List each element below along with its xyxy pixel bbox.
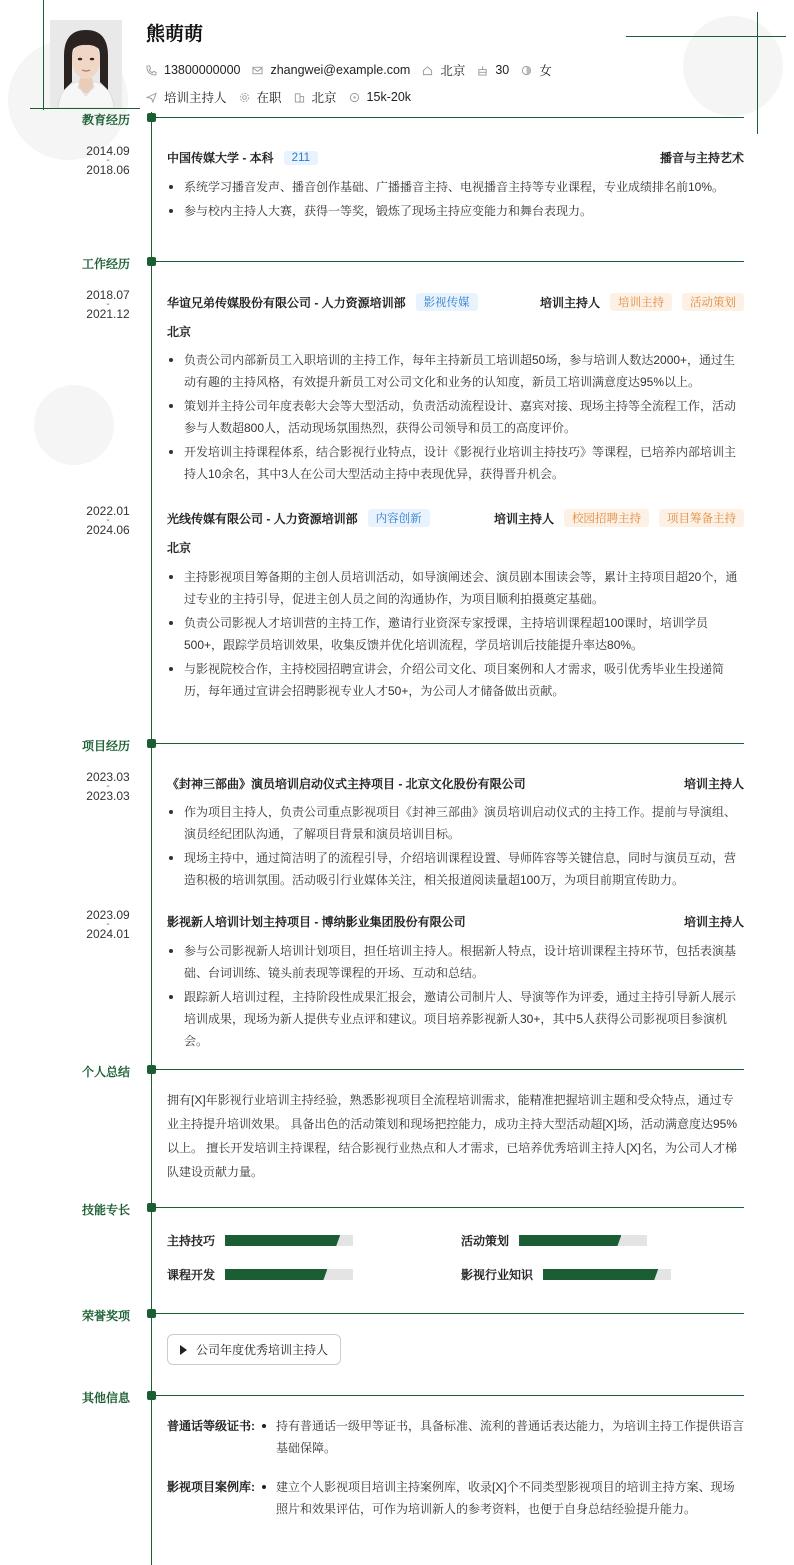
section-dot xyxy=(147,739,156,748)
gender-icon xyxy=(521,65,532,76)
summary-text: 拥有[X]年影视行业培训主持经验，熟悉影视项目全流程培训需求，能精准把握培训主题和受众特点，通过专业主持提升培训效果。 具备出色的活动策划和现场把控能力，成功主持大型活动超[X]场，活动满意度达95%以上。 擅长开发培训主持课程，结合影视行业热点和人才需求，已培养优秀培训主持人[X]名，为公司人才梯队建设贡献力量。 xyxy=(167,1093,738,1179)
building-icon xyxy=(294,92,305,103)
other-info-item xyxy=(167,1476,744,1520)
section-dot xyxy=(147,1065,156,1074)
email-icon xyxy=(252,65,263,76)
skill-name: 课程开发 xyxy=(167,1268,216,1282)
section-divider xyxy=(156,1313,744,1314)
award-name: 公司年度优秀培训主持人 xyxy=(196,1343,329,1357)
other-info-key: 影视项目案例库: xyxy=(167,1480,255,1494)
list-item: 开发培训主持课程体系，结合影视行业特点，设计《影视行业培训主持技巧》等课程，已培养内部培训主持人10余名，其中3人在公司大型活动主持中表现优异，获得晋升机会。 xyxy=(167,441,744,485)
section-title-other: 其他信息 xyxy=(82,1391,131,1405)
skill-bar xyxy=(225,1235,353,1246)
work-city: 北京 xyxy=(167,541,192,555)
list-item: 参与校内主持人大赛，获得一等奖，锻炼了现场主持应变能力和舞台表现力。 xyxy=(167,200,744,222)
gender-text: 女 xyxy=(539,64,552,78)
list-item: 主持影视项目筹备期的主创人员培训活动，如导演阐述会、演员剧本围读会等，累计主持项目超20个，通过专业的主持引导，促进主创人员之间的沟通协作，为项目顺利拍摄奠定基础。 xyxy=(167,566,744,610)
section-dot xyxy=(147,1391,156,1400)
project-entry-header xyxy=(167,775,744,792)
work-city: 北京 xyxy=(167,325,192,339)
salary-text: 15k-20k xyxy=(366,90,412,104)
project-title: 《封神三部曲》演员培训启动仪式主持项目 - 北京文化股份有限公司 xyxy=(167,777,526,791)
job-role: 培训主持人 xyxy=(493,511,554,526)
decor-circle xyxy=(683,16,783,116)
entry-date: 2022.01 - 2024.06 xyxy=(86,504,130,537)
decor-line xyxy=(30,108,140,109)
section-title-education: 教育经历 xyxy=(82,113,131,127)
section-title-skills: 技能专长 xyxy=(82,1203,131,1217)
education-bullets xyxy=(167,176,744,224)
role-tag: 校园招聘主持 xyxy=(564,509,649,527)
timeline-axis xyxy=(151,112,152,1565)
contact-row xyxy=(146,61,564,79)
role-tag: 项目筹备主持 xyxy=(659,509,744,527)
work-entry-header xyxy=(167,509,744,527)
skill-bar-fill xyxy=(543,1269,658,1280)
list-item: 作为项目主持人，负责公司重点影视项目《封神三部曲》演员培训启动仪式的主持工作。提前与导演组、演员经纪团队沟通，了解项目背景和演员培训目标。 xyxy=(167,801,744,845)
entry-date: 2018.07 - 2021.12 xyxy=(86,288,130,321)
education-entry-header xyxy=(167,149,744,166)
decor-line xyxy=(757,12,758,134)
intent-row xyxy=(146,88,423,106)
age-text: 30 xyxy=(495,63,510,77)
phone-text: 13800000000 xyxy=(164,63,241,77)
section-dot xyxy=(147,257,156,266)
role-tag: 培训主持 xyxy=(610,293,672,311)
list-item: 负责公司内部新员工入职培训的主持工作，每年主持新员工培训超50场，参与培训人数达2000+，通过生动有趣的主持风格，有效提升新员工对公司文化和业务的认知度，新员工培训满意度达95%以上。 xyxy=(167,349,744,393)
status-text: 在职 xyxy=(256,91,282,105)
other-info-value: 建立个人影视项目培训主持案例库，收录[X]个不同类型影视项目的培训主持方案、现场照片和效果评估，可作为培训新人的参考资料，也便于自身总结经验提升能力。 xyxy=(259,1476,744,1520)
decor-circle xyxy=(34,385,114,465)
project-bullets xyxy=(167,940,744,1054)
work-entry-header xyxy=(167,293,744,311)
skill-item xyxy=(461,1232,647,1249)
play-icon xyxy=(180,1345,187,1355)
skill-item xyxy=(461,1266,671,1283)
section-dot xyxy=(147,113,156,122)
entry-date: 2023.09 - 2024.01 xyxy=(86,908,130,941)
section-divider xyxy=(156,1069,744,1070)
location-text: 北京 xyxy=(440,64,466,78)
decor-line xyxy=(43,0,44,110)
section-divider xyxy=(156,261,744,262)
job-role: 培训主持人 xyxy=(539,295,600,310)
school-tag: 211 xyxy=(284,151,318,165)
major: 播音与主持艺术 xyxy=(659,151,744,165)
home-icon xyxy=(422,65,433,76)
section-title-summary: 个人总结 xyxy=(82,1065,131,1079)
skill-bar xyxy=(519,1235,647,1246)
phone-icon xyxy=(146,65,157,76)
list-item: 系统学习播音发声、播音创作基础、广播播音主持、电视播音主持等专业课程，专业成绩排名前10%。 xyxy=(167,176,744,198)
list-item: 负责公司影视人才培训营的主持工作，邀请行业资深专家授课，主持培训课程超100课时，培训学员500+，跟踪学员培训效果，收集反馈并优化培训流程，学员培训后技能提升率达80%。 xyxy=(167,612,744,656)
skill-bar xyxy=(225,1269,353,1280)
section-title-project: 项目经历 xyxy=(82,739,131,753)
project-role: 培训主持人 xyxy=(683,915,744,929)
skill-bar-fill xyxy=(225,1269,327,1280)
list-item: 跟踪新人培训过程，主持阶段性成果汇报会，邀请公司制片人、导演等作为评委，通过主持引导新人展示培训成果，现场为新人提供专业点评和建议。项目培养影视新人30+，其中5人获得公司影视项目参演机会。 xyxy=(167,986,744,1052)
project-entry-header xyxy=(167,913,744,930)
skill-name: 主持技巧 xyxy=(167,1234,216,1248)
section-divider xyxy=(156,743,744,744)
target-city-text: 北京 xyxy=(311,91,337,105)
skill-bar-fill xyxy=(519,1235,621,1246)
list-item: 现场主持中，通过简洁明了的流程引导，介绍培训课程设置、导师阵容等关键信息，同时与演员互动，营造积极的培训氛围。活动吸引行业媒体关注，相关报道阅读量超100万，为项目前期宣传助力。 xyxy=(167,847,744,891)
list-item: 策划并主持公司年度表彰大会等大型活动，负责活动流程设计、嘉宾对接、现场主持等全流程工作，活动参与人数超800人，活动现场氛围热烈，获得公司领导和员工的高度评价。 xyxy=(167,395,744,439)
send-icon xyxy=(146,92,157,103)
list-item: 参与公司影视新人培训计划项目，担任培训主持人。根据新人特点，设计培训课程主持环节，包括表演基础、台词训练、镜头前表现等课程的开场、互动和总结。 xyxy=(167,940,744,984)
role-tag: 活动策划 xyxy=(682,293,744,311)
work-bullets xyxy=(167,349,744,487)
entry-date: 2023.03 - 2023.03 xyxy=(86,770,130,803)
award-item xyxy=(167,1334,341,1365)
company-name: 光线传媒有限公司 - 人力资源培训部 xyxy=(167,511,358,526)
section-dot xyxy=(147,1309,156,1318)
project-role: 培训主持人 xyxy=(683,777,744,791)
other-info-key: 普通话等级证书: xyxy=(167,1419,255,1433)
other-info-item xyxy=(167,1415,744,1459)
skill-name: 影视行业知识 xyxy=(461,1268,534,1282)
skill-item xyxy=(167,1232,353,1249)
section-title-work: 工作经历 xyxy=(82,257,131,271)
section-dot xyxy=(147,1203,156,1212)
section-title-awards: 荣誉奖项 xyxy=(82,1309,131,1323)
skill-bar xyxy=(543,1269,671,1280)
job-target-text: 培训主持人 xyxy=(164,91,227,105)
industry-tag: 内容创新 xyxy=(368,509,430,527)
section-divider xyxy=(156,1207,744,1208)
other-info-value: 持有普通话一级甲等证书，具备标准、流利的普通话表达能力，为培训主持工作提供语言基础保障。 xyxy=(259,1415,744,1459)
section-divider xyxy=(156,1395,744,1396)
skill-name: 活动策划 xyxy=(461,1234,510,1248)
email-text: zhangwei@example.com xyxy=(270,63,411,77)
cake-icon xyxy=(477,65,488,76)
avatar xyxy=(50,20,122,108)
candidate-name: 熊萌萌 xyxy=(146,24,204,45)
project-bullets xyxy=(167,801,744,893)
entry-date: 2014.09 - 2018.06 xyxy=(86,144,130,177)
company-name: 华谊兄弟传媒股份有限公司 - 人力资源培训部 xyxy=(167,295,406,310)
work-bullets xyxy=(167,566,744,704)
skill-item xyxy=(167,1266,353,1283)
section-divider xyxy=(156,117,744,118)
industry-tag: 影视传媒 xyxy=(416,293,478,311)
list-item: 与影视院校合作，主持校园招聘宣讲会，介绍公司文化、项目案例和人才需求，吸引优秀毕业生投递简历，每年通过宣讲会招聘影视专业人才50+，为公司人才储备做出贡献。 xyxy=(167,658,744,702)
decor-line xyxy=(626,36,786,37)
gear-icon xyxy=(239,92,250,103)
project-title: 影视新人培训计划主持项目 - 博纳影业集团股份有限公司 xyxy=(167,915,466,929)
school-name: 中国传媒大学 - 本科 xyxy=(167,151,274,165)
skill-bar-fill xyxy=(225,1235,340,1246)
coin-icon xyxy=(349,92,360,103)
